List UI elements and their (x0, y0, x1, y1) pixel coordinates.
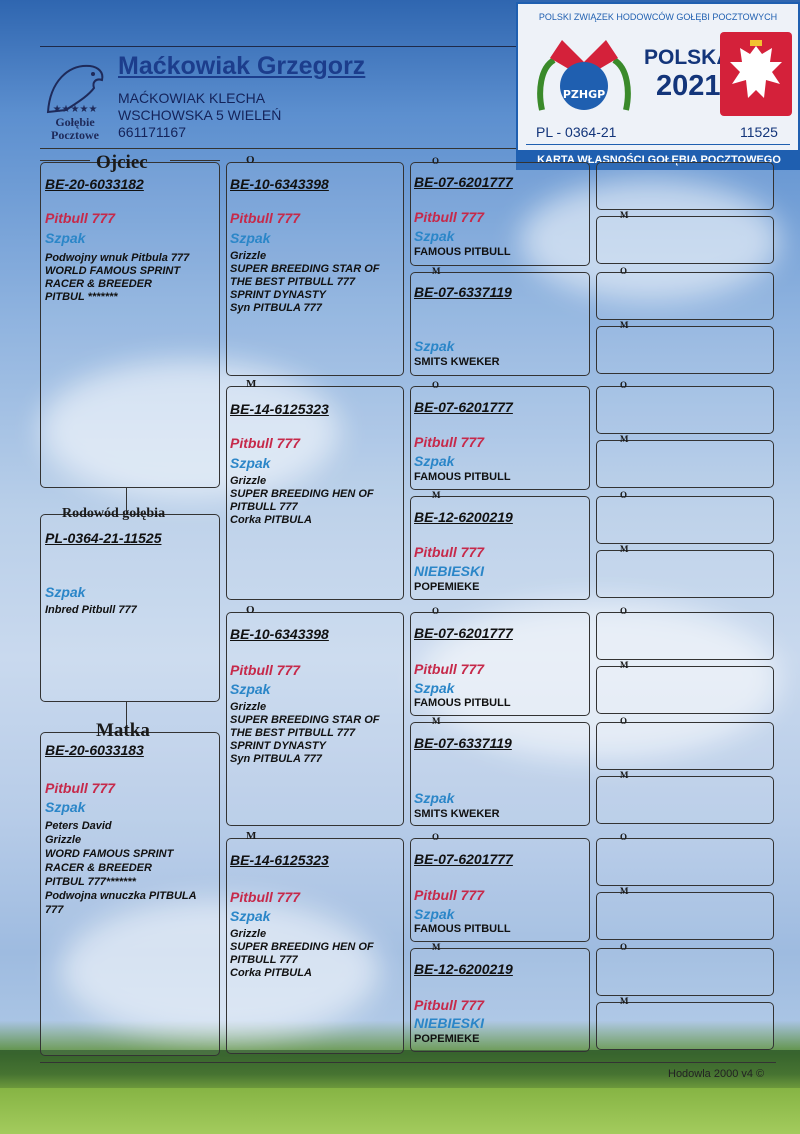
grandparent-color: Szpak (230, 230, 271, 246)
great-grandparent-note: SMITS KWEKER (414, 356, 500, 368)
mother-name: Pitbull 777 (45, 780, 116, 796)
software-credit: Hodowla 2000 v4 © (668, 1068, 765, 1080)
great-grandparent-color: Szpak (414, 680, 455, 696)
header-rule (40, 46, 520, 47)
great-grandparent-note: FAMOUS PITBULL (414, 697, 511, 709)
mother-note: WORD FAMOUS SPRINT (45, 848, 174, 860)
grandparent-name: Pitbull 777 (230, 889, 301, 905)
great-grandparent-note: FAMOUS PITBULL (414, 471, 511, 483)
dam-marker: M (620, 210, 629, 220)
sire-marker: O (620, 490, 628, 500)
ancestor-box-empty (596, 272, 774, 320)
dam-marker: M (246, 830, 257, 842)
subject-color: Szpak (45, 584, 86, 600)
great-grandparent-name: Pitbull 777 (414, 661, 485, 677)
ownership-card (516, 2, 800, 170)
grandparent-note: Corka PITBULA (230, 967, 312, 979)
dam-marker: M (432, 490, 441, 500)
grandparent-note: Grizzle (230, 475, 267, 487)
sire-marker: O (620, 266, 628, 276)
father-note: PITBUL ******* (45, 291, 118, 303)
great-grandparent-name: Pitbull 777 (414, 434, 485, 450)
great-grandparent-ring: BE-07-6337119 (414, 284, 512, 300)
father-note: WORLD FAMOUS SPRINT (45, 265, 181, 277)
owner-name: Maćkowiak Grzegorz (118, 52, 366, 80)
mother-note: Peters David (45, 820, 112, 832)
mother-note: Podwojna wnuczka PITBULA (45, 890, 197, 902)
father-note: RACER & BREEDER (45, 278, 152, 290)
father-note: Podwojny wnuk Pitbula 777 (45, 252, 190, 264)
sire-marker: O (620, 716, 628, 726)
logo-text (38, 116, 112, 142)
grandparent-ring: BE-14-6125323 (230, 852, 329, 868)
mother-color: Szpak (45, 799, 86, 815)
dam-marker: M (620, 770, 629, 780)
great-grandparent-ring: BE-07-6201777 (414, 174, 513, 190)
great-grandparent-color: Szpak (414, 906, 455, 922)
eagle-emblem-icon (720, 32, 792, 116)
owner-phone: 661171167 (118, 124, 186, 140)
dam-marker: M (620, 660, 629, 670)
dam-marker: M (620, 996, 629, 1006)
grandparent-ring: BE-10-6343398 (230, 626, 329, 642)
grandparent-note: Syn PITBULA 777 (230, 302, 322, 314)
ancestor-box-empty (596, 386, 774, 434)
sire-marker: O (432, 832, 440, 842)
great-grandparent-color: Szpak (414, 453, 455, 469)
grandparent-note: PITBULL 777 (230, 501, 298, 513)
svg-text:★★★★★: ★★★★★ (52, 104, 98, 115)
great-grandparent-note: SMITS KWEKER (414, 808, 500, 820)
great-grandparent-note: FAMOUS PITBULL (414, 923, 511, 935)
mother-note: RACER & BREEDER (45, 862, 152, 874)
connector-line (170, 160, 220, 161)
ancestor-box-empty (596, 948, 774, 996)
great-grandparent-name: Pitbull 777 (414, 209, 485, 225)
dam-marker: M (620, 434, 629, 444)
ancestor-box-empty (596, 440, 774, 488)
great-grandparent-color: NIEBIESKI (414, 1015, 485, 1031)
ancestor-box-empty (596, 892, 774, 940)
sire-marker: O (620, 380, 628, 390)
sire-marker: O (246, 604, 255, 616)
mother-ring: BE-20-6033183 (45, 742, 144, 758)
great-grandparent-color: NIEBIESKI (414, 563, 485, 579)
grandparent-note: SUPER BREEDING HEN OF (230, 488, 374, 500)
connector-line (40, 160, 90, 161)
ancestor-box-empty (596, 216, 774, 264)
grandparent-note: Corka PITBULA (230, 514, 312, 526)
ancestor-box-empty (596, 496, 774, 544)
card-country: POLSKA (644, 46, 732, 69)
father-label: Ojciec (96, 152, 148, 173)
father-color: Szpak (45, 230, 86, 246)
dam-marker: M (620, 886, 629, 896)
grandparent-color: Szpak (230, 455, 271, 471)
grandparent-ring: BE-14-6125323 (230, 401, 329, 417)
great-grandparent-name: Pitbull 777 (414, 997, 485, 1013)
mother-label: Matka (96, 720, 150, 741)
ancestor-box-empty (596, 326, 774, 374)
grandparent-name: Pitbull 777 (230, 210, 301, 226)
card-rule (526, 144, 790, 145)
mother-note: PITBUL 777******* (45, 876, 136, 888)
grandparent-note: Syn PITBULA 777 (230, 753, 322, 765)
great-grandparent-note: POPEMIEKE (414, 1033, 480, 1045)
grandparent-note: Grizzle (230, 250, 267, 262)
logo-text-line: Gołębie (55, 115, 95, 129)
grandparent-note: Grizzle (230, 928, 267, 940)
grandparent-color: Szpak (230, 681, 271, 697)
ancestor-box-empty (596, 838, 774, 886)
grandparent-note: SUPER BREEDING STAR OF (230, 263, 380, 275)
owner-address: WSCHOWSKA 5 WIELEŃ (118, 107, 282, 123)
sire-marker: O (620, 832, 628, 842)
great-grandparent-note: POPEMIEKE (414, 581, 480, 593)
card-serial-number: 11525 (740, 124, 778, 140)
grandparent-name: Pitbull 777 (230, 662, 301, 678)
dam-marker: M (432, 716, 441, 726)
grandparent-note: SUPER BREEDING STAR OF (230, 714, 380, 726)
pedigree-label: Rodowód gołębia (62, 506, 166, 521)
emblem-text: PZHGP (562, 88, 606, 101)
subject-note: Inbred Pitbull 777 (45, 604, 137, 616)
great-grandparent-ring: BE-07-6201777 (414, 625, 513, 641)
dam-marker: M (432, 266, 441, 276)
ancestor-box-empty (596, 776, 774, 824)
dam-marker: M (620, 320, 629, 330)
ancestor-box-empty (596, 612, 774, 660)
pzhgp-emblem-icon (536, 32, 632, 118)
sire-marker: O (620, 606, 628, 616)
ancestor-box-empty (596, 722, 774, 770)
father-ring: BE-20-6033182 (45, 176, 144, 192)
footer-rule (40, 1062, 776, 1063)
ancestor-box-empty (596, 1002, 774, 1050)
mother-note: Grizzle (45, 834, 82, 846)
grandparent-note: SPRINT DYNASTY (230, 289, 326, 301)
great-grandparent-ring: BE-07-6201777 (414, 851, 513, 867)
sire-marker: O (246, 154, 255, 166)
sire-marker: O (620, 942, 628, 952)
grandparent-note: THE BEST PITBULL 777 (230, 727, 356, 739)
grandparent-note: Grizzle (230, 701, 267, 713)
great-grandparent-ring: BE-07-6337119 (414, 735, 512, 751)
great-grandparent-note: FAMOUS PITBULL (414, 246, 511, 258)
sire-marker: O (432, 606, 440, 616)
card-union-name: POLSKI ZWIĄZEK HODOWCÓW GOŁĘBI POCZTOWYCH (538, 12, 778, 22)
great-grandparent-ring: BE-07-6201777 (414, 399, 513, 415)
grandparent-note: THE BEST PITBULL 777 (230, 276, 356, 288)
mother-note: 777 (45, 904, 64, 916)
great-grandparent-name: Pitbull 777 (414, 544, 485, 560)
grandparent-name: Pitbull 777 (230, 435, 301, 451)
great-grandparent-ring: BE-12-6200219 (414, 509, 513, 525)
header-bottom-rule (40, 148, 520, 149)
grass-field (0, 1088, 800, 1134)
owner-line: MAĆKOWIAK KLECHA (118, 90, 266, 106)
great-grandparent-color: Szpak (414, 228, 455, 244)
dam-marker: M (432, 942, 441, 952)
grandparent-note: SPRINT DYNASTY (230, 740, 326, 752)
father-name: Pitbull 777 (45, 210, 116, 226)
card-ring-number: PL - 0364-21 (536, 124, 617, 140)
subject-ring: PL-0364-21-11525 (45, 530, 162, 546)
logo-text-line: Pocztowe (51, 128, 99, 142)
ancestor-box-empty (596, 666, 774, 714)
card-title: KARTA WŁASNOŚCI GOŁĘBIA POCZTOWEGO (518, 150, 800, 170)
grandparent-note: SUPER BREEDING HEN OF (230, 941, 374, 953)
sire-marker: O (432, 380, 440, 390)
ancestor-box-empty (596, 550, 774, 598)
dam-marker: M (246, 378, 257, 390)
sire-marker: O (432, 156, 440, 166)
ancestor-box-empty (596, 162, 774, 210)
great-grandparent-name: Pitbull 777 (414, 887, 485, 903)
great-grandparent-color: Szpak (414, 338, 455, 354)
grandparent-ring: BE-10-6343398 (230, 176, 329, 192)
grandparent-note: PITBULL 777 (230, 954, 298, 966)
card-year: 2021 (656, 70, 721, 102)
great-grandparent-color: Szpak (414, 790, 455, 806)
grandparent-color: Szpak (230, 908, 271, 924)
great-grandparent-ring: BE-12-6200219 (414, 961, 513, 977)
dam-marker: M (620, 544, 629, 554)
